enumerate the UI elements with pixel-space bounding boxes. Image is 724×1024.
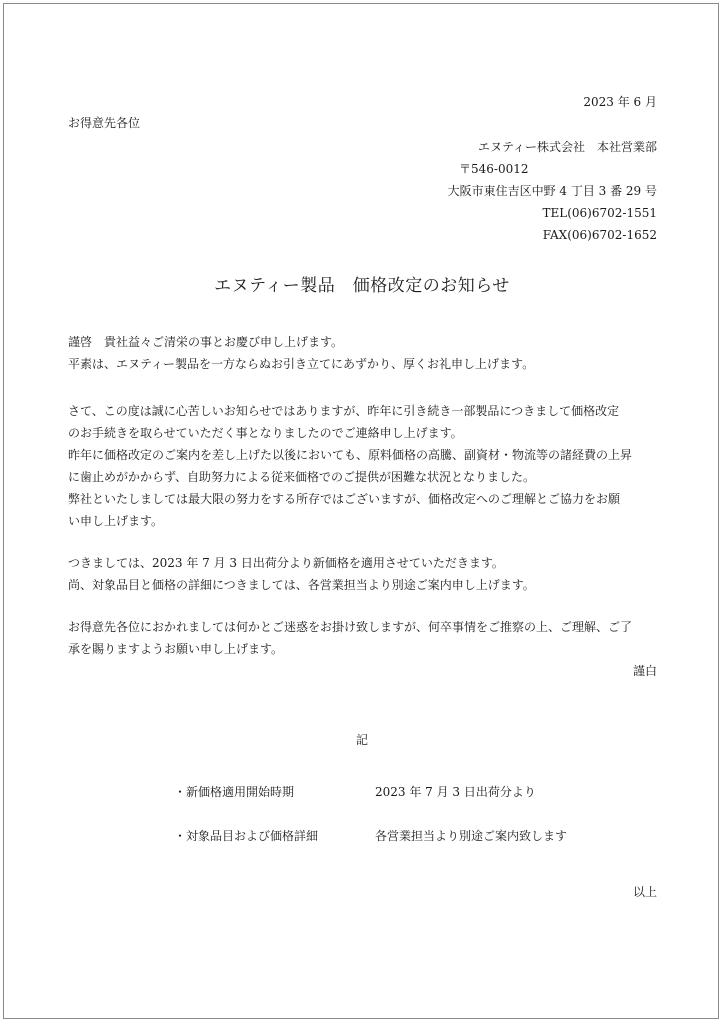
letter-page [3, 3, 719, 1019]
sender-address: 大阪市東住吉区中野 4 丁目 3 番 29 号 [447, 184, 657, 198]
body-line: 昨年に価格改定のご案内を差し上げた以後においても、原料価格の高騰、副資材・物流等の諸経費の上昇 [68, 448, 633, 462]
addressee: お得意先各位 [68, 116, 141, 130]
body-line: つきましては、2023 年 7 月 3 日出荷分より新価格を適用させていただきます。 [68, 556, 504, 570]
detail-value: 各営業担当より別途ご案内致します [375, 829, 568, 843]
letter-date: 2023 年 6 月 [583, 95, 657, 109]
body-line: 承を賜りますようお願い申し上げます。 [68, 642, 284, 656]
sender-tel: TEL(06)6702-1551 [542, 206, 657, 220]
body-line: 尚、対象品目と価格の詳細につきましては、各営業担当より別途ご案内申し上げます。 [68, 578, 535, 592]
body-line: に歯止めがかからず、自助努力による従来価格でのご提供が困難な状況となりました。 [68, 470, 536, 484]
detail-label: ・新価格適用開始時期 [174, 785, 295, 799]
sender-postal: 〒546-0012 [459, 162, 529, 176]
closing-phrase: 謹白 [632, 664, 657, 678]
body-line: さて、この度は誠に心苦しいお知らせではありますが、昨年に引き続き一部製品につきまして価格改定 [68, 404, 620, 418]
body-line: のお手続きを取らせていただく事となりましたのでご連絡申し上げます。 [68, 426, 463, 440]
sender-fax: FAX(06)6702-1652 [542, 228, 657, 242]
body-line: 弊社といたしましては最大限の努力をする所存ではございますが、価格改定へのご理解とご協力をお願 [68, 492, 621, 506]
letter-title: エヌティー製品 価格改定のお知らせ [214, 276, 510, 296]
detail-value: 2023 年 7 月 3 日出荷分より [375, 785, 536, 799]
body-line: い申し上げます。 [68, 514, 164, 528]
end-mark: 以上 [632, 885, 657, 899]
body-line: 謹啓 貴社益々ご清栄の事とお慶び申し上げます。 [68, 335, 344, 349]
ki-heading: 記 [355, 733, 368, 747]
detail-label: ・対象品目および価格詳細 [174, 829, 319, 843]
body-line: お得意先各位におかれましては何かとご迷惑をお掛け致しますが、何卒事情をご推察の上、ご理解、ご了 [68, 620, 633, 634]
body-line: 平素は、エヌティー製品を一方ならぬお引き立てにあずかり、厚くお礼申し上げます。 [68, 357, 535, 371]
sender-company: エヌティー株式会社 本社営業部 [477, 140, 657, 154]
